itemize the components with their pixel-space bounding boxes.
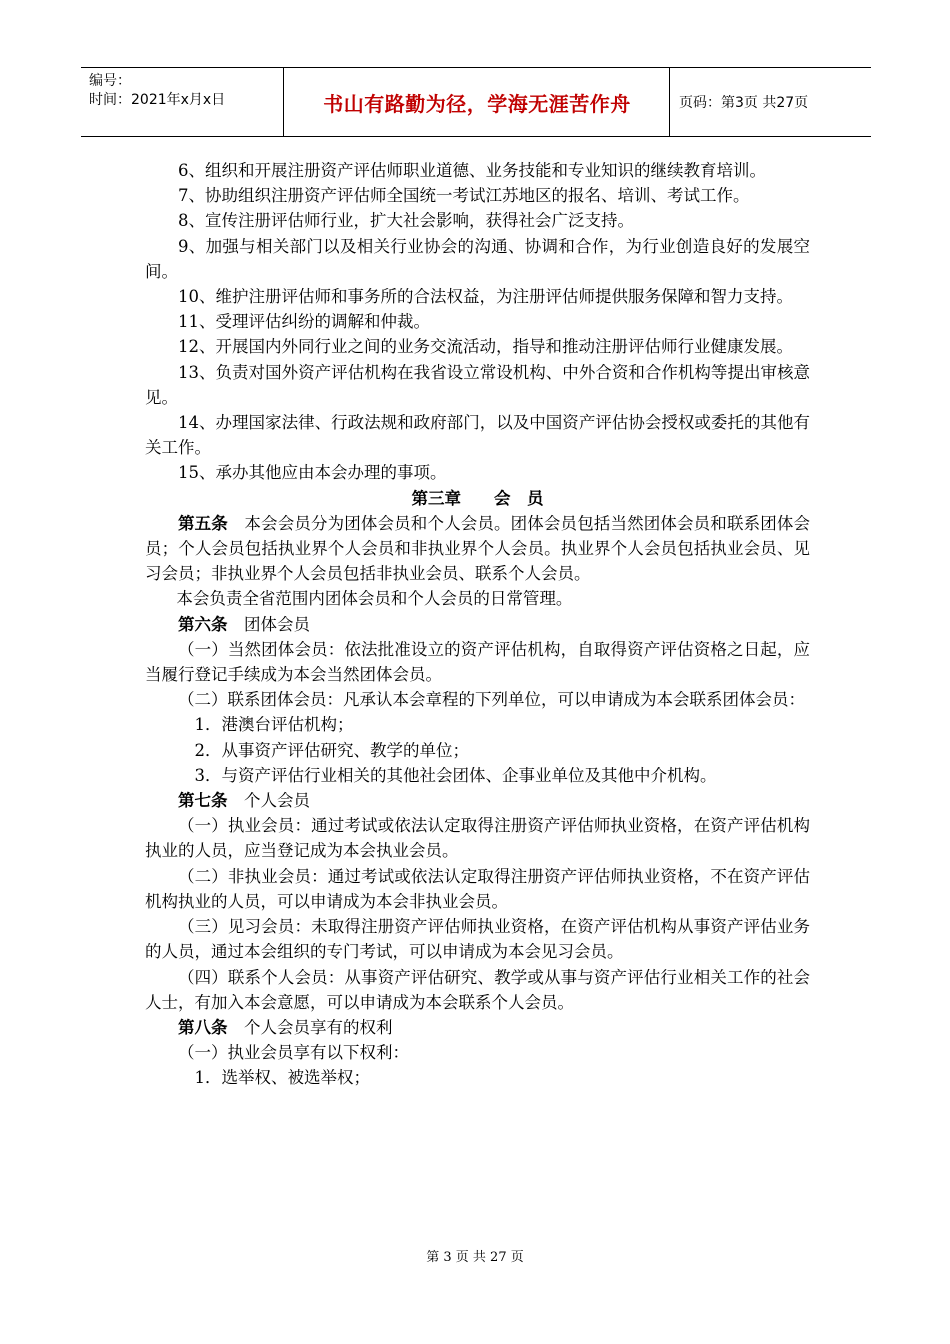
paragraph: 10、维护注册评估师和事务所的合法权益，为注册评估师提供服务保障和智力支持。 bbox=[178, 287, 793, 307]
article-7 bbox=[145, 788, 810, 813]
article-8 bbox=[145, 1015, 810, 1040]
list-item: 2．从事资产评估研究、教学的单位； bbox=[194, 740, 469, 760]
list-item: 1．港澳台评估机构； bbox=[194, 715, 354, 735]
chapter-name: 会 员 bbox=[494, 488, 544, 508]
article-5 bbox=[145, 511, 810, 587]
paragraph: 14、办理国家法律、行政法规和政府部门，以及中国资产评估协会授权或委托的其他有关工作。 bbox=[145, 413, 810, 458]
paragraph: 12、开展国内外同行业之间的业务交流活动，指导和推动注册评估师行业健康发展。 bbox=[178, 337, 793, 357]
article-8-name: 个人会员享有的权利 bbox=[244, 1017, 393, 1037]
list-item: 1．选举权、被选举权； bbox=[194, 1068, 370, 1088]
paragraph: （三）见习会员：未取得注册资产评估师执业资格，在资产评估机构从事资产评估业务的人员，通过本会组织的专门考试，可以申请成为本会见习会员。 bbox=[145, 917, 810, 962]
header-divider bbox=[283, 68, 284, 136]
header-motto: 书山有路勤为径，学海无涯苦作舟 bbox=[323, 91, 631, 116]
paragraph: （二）非执业会员：通过考试或依法认定取得注册资产评估师执业资格，不在资产评估机构执业的人员，可以申请成为本会非执业会员。 bbox=[145, 866, 810, 911]
paragraph: （一）当然团体会员：依法批准设立的资产评估机构，自取得资产评估资格之日起，应当履行登记手续成为本会当然团体会员。 bbox=[145, 639, 810, 685]
header-page-info: 页码：第3页 共27页 bbox=[679, 95, 809, 111]
paragraph: 11、受理评估纠纷的调解和仲裁。 bbox=[178, 312, 430, 332]
article-7-name: 个人会员 bbox=[244, 791, 310, 811]
header-divider bbox=[669, 68, 670, 136]
paragraph: 8、宣传注册评估师行业，扩大社会影响，获得社会广泛支持。 bbox=[178, 211, 634, 231]
paragraph: 本会负责全省范围内团体会员和个人会员的日常管理。 bbox=[176, 589, 573, 609]
article-5-title: 第五条 bbox=[178, 513, 228, 533]
page-header bbox=[81, 67, 871, 137]
paragraph: 6、组织和开展注册资产评估师职业道德、业务技能和专业知识的继续教育培训。 bbox=[178, 161, 766, 180]
list-item: 3．与资产评估行业相关的其他社会团体、企事业单位及其他中介机构。 bbox=[194, 765, 717, 785]
date-label: 时间：2021年x月x日 bbox=[89, 92, 226, 108]
article-6 bbox=[145, 612, 810, 637]
article-8-title: 第八条 bbox=[178, 1017, 228, 1037]
chapter-heading bbox=[145, 486, 810, 511]
article-5-text: 本会会员分为团体会员和个人会员。团体会员包括当然团体会员和联系团体会员；个人会员包括执业界个人会员和非执业界个人会员。执业界个人会员包括执业会员、见习会员；非执业界个人会员包括非执业会员、联系个人会员。 bbox=[145, 513, 811, 584]
article-7-title: 第七条 bbox=[178, 791, 228, 811]
paragraph: 7、协助组织注册资产评估师全国统一考试江苏地区的报名、培训、考试工作。 bbox=[178, 186, 750, 206]
article-6-title: 第六条 bbox=[178, 614, 228, 634]
page-footer: 第 3 页 共 27 页 bbox=[426, 1250, 524, 1265]
paragraph: （二）联系团体会员：凡承认本会章程的下列单位，可以申请成为本会联系团体会员： bbox=[178, 690, 805, 710]
paragraph: （一）执业会员：通过考试或依法认定取得注册资产评估师执业资格，在资产评估机构执业的人员，应当登记成为本会执业会员。 bbox=[145, 816, 810, 861]
document-body bbox=[145, 158, 810, 1091]
paragraph: 13、负责对国外资产评估机构在我省设立常设机构、中外合资和合作机构等提出审核意见。 bbox=[145, 362, 810, 407]
article-6-name: 团体会员 bbox=[244, 614, 310, 634]
paragraph: （一）执业会员享有以下权利： bbox=[178, 1043, 409, 1063]
header-meta bbox=[89, 72, 225, 110]
chapter-number: 第三章 bbox=[411, 488, 461, 508]
paragraph: 15、承办其他应由本会办理的事项。 bbox=[178, 463, 447, 483]
paragraph: 9、加强与相关部门以及相关行业协会的沟通、协调和合作，为行业创造良好的发展空间。 bbox=[145, 236, 810, 281]
number-label: 编号： bbox=[89, 73, 131, 89]
paragraph: （四）联系个人会员：从事资产评估研究、教学或从事与资产评估行业相关工作的社会人士，有加入本会意愿，可以申请成为本会联系个人会员。 bbox=[145, 967, 810, 1012]
